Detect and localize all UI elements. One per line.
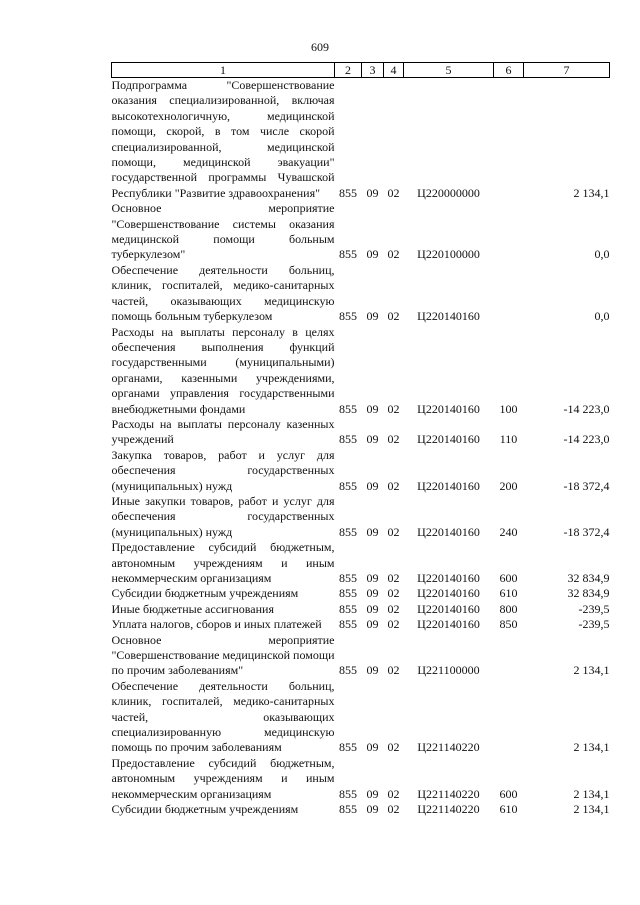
ministry-code: 855 <box>339 432 357 447</box>
target-article-code: Ц220140160 <box>417 601 480 616</box>
section-code: 09 <box>366 571 379 585</box>
expense-type-code <box>494 201 524 263</box>
ministry-code: 855 <box>339 617 357 632</box>
expense-type-code: 110 <box>499 432 518 447</box>
ministry-code: 855 <box>339 524 357 539</box>
ministry-code: 855 <box>339 740 357 755</box>
header-row <box>112 63 610 78</box>
expense-name: Субсидии бюджетным учреждениям <box>111 802 299 817</box>
target-article-code: Ц220140160 <box>417 617 480 632</box>
expense-type-code <box>494 679 524 756</box>
target-article-code: Ц220140160 <box>417 401 480 416</box>
amount: -239,5 <box>578 617 610 632</box>
subsection-code: 02 <box>387 185 400 200</box>
subsection-code: 02 <box>387 524 400 539</box>
amount: 0,0 <box>594 247 610 262</box>
table-row <box>112 325 610 417</box>
expense-name: Основное мероприятие "Совершенствование медицинской помощи по прочим заболеваниям" <box>111 632 335 678</box>
ministry-code: 855 <box>339 571 357 585</box>
expense-name: Иные бюджетные ассигнования <box>111 601 274 616</box>
target-article-code: Ц221140220 <box>417 786 480 801</box>
column-header-6: 6 <box>494 63 524 78</box>
section-code: 09 <box>366 740 379 755</box>
table-row <box>112 633 610 679</box>
section-code: 09 <box>366 802 379 817</box>
ministry-code: 855 <box>339 309 357 324</box>
amount: -14 223,0 <box>563 401 610 416</box>
section-code: 09 <box>366 586 379 601</box>
table-row <box>112 417 610 448</box>
table-row <box>112 586 610 601</box>
expense-name: Обеспечение деятельности больниц, клиник, госпиталей, медико-санитарных частей, оказывающих медицинскую помощь больным туберкулезом <box>111 262 335 324</box>
subsection-code: 02 <box>387 663 400 678</box>
ministry-code: 855 <box>339 663 357 678</box>
target-article-code: Ц220140160 <box>417 478 480 493</box>
target-article-code: Ц221140220 <box>417 740 480 755</box>
table-row <box>112 602 610 617</box>
expense-type-code: 600 <box>499 786 518 801</box>
ministry-code: 855 <box>339 786 357 801</box>
amount: 32 834,9 <box>567 571 610 585</box>
expense-type-code: 200 <box>499 478 518 493</box>
section-code: 09 <box>366 786 379 801</box>
table-row <box>112 201 610 263</box>
target-article-code: Ц221100000 <box>417 663 480 678</box>
target-article-code: Ц220000000 <box>417 185 480 200</box>
amount: 2 134,1 <box>573 802 610 817</box>
subsection-code: 02 <box>387 401 400 416</box>
ministry-code: 855 <box>339 601 357 616</box>
subsection-code: 02 <box>387 247 400 262</box>
column-header-2: 2 <box>335 63 362 78</box>
expense-type-code <box>494 633 524 679</box>
section-code: 09 <box>366 617 379 632</box>
amount: -239,5 <box>578 601 610 616</box>
amount: -18 372,4 <box>563 478 610 493</box>
amount: 32 834,9 <box>567 586 610 601</box>
ministry-code: 855 <box>339 478 357 493</box>
target-article-code: Ц220140160 <box>417 571 480 585</box>
amount: 0,0 <box>594 309 610 324</box>
subsection-code: 02 <box>387 617 400 632</box>
table-row <box>112 448 610 494</box>
expense-name: Субсидии бюджетным учреждениям <box>111 586 299 601</box>
section-code: 09 <box>366 663 379 678</box>
section-code: 09 <box>366 478 379 493</box>
expense-name: Расходы на выплаты персоналу казенных учреждений <box>111 416 335 447</box>
budget-table <box>111 62 610 818</box>
ministry-code: 855 <box>339 586 357 601</box>
expense-type-code <box>494 78 524 202</box>
subsection-code: 02 <box>387 740 400 755</box>
target-article-code: Ц220140160 <box>417 432 480 447</box>
amount: 2 134,1 <box>573 663 610 678</box>
subsection-code: 02 <box>387 478 400 493</box>
expense-name: Предоставление субсидий бюджетным, автономным учреждениям и иным некоммерческим организациям <box>111 755 335 801</box>
subsection-code: 02 <box>387 601 400 616</box>
section-code: 09 <box>366 401 379 416</box>
table-row <box>112 540 610 586</box>
section-code: 09 <box>366 185 379 200</box>
ministry-code: 855 <box>339 247 357 262</box>
page-number: 609 <box>311 40 329 54</box>
target-article-code: Ц220140160 <box>417 309 480 324</box>
column-header-5: 5 <box>404 63 494 78</box>
table-row <box>112 679 610 756</box>
table-row <box>112 802 610 817</box>
amount: 2 134,1 <box>573 786 610 801</box>
target-article-code: Ц220140160 <box>417 586 480 601</box>
expense-name: Расходы на выплаты персоналу в целях обеспечения выполнения функций государственными (муниципальными) органами, казенными учреждениями, органами управления государственными внебюджетными фондами <box>111 324 335 416</box>
expense-type-code: 610 <box>499 586 518 601</box>
expense-type-code: 800 <box>499 601 518 616</box>
subsection-code: 02 <box>387 571 400 585</box>
table-row <box>112 263 610 325</box>
expense-name: Обеспечение деятельности больниц, клиник, госпиталей, медико-санитарных частей, оказывающих специализированную медицинскую помощь по прочим заболеваниям <box>111 678 335 755</box>
ministry-code: 855 <box>339 185 357 200</box>
column-header-4: 4 <box>384 63 404 78</box>
subsection-code: 02 <box>387 309 400 324</box>
column-header-7: 7 <box>524 63 610 78</box>
target-article-code: Ц221140220 <box>417 802 480 817</box>
expense-name: Предоставление субсидий бюджетным, автономным учреждениям и иным некоммерческим организациям <box>111 540 335 585</box>
subsection-code: 02 <box>387 786 400 801</box>
section-code: 09 <box>366 601 379 616</box>
subsection-code: 02 <box>387 432 400 447</box>
amount: 2 134,1 <box>573 185 610 200</box>
subsection-code: 02 <box>387 802 400 817</box>
expense-type-code: 240 <box>499 524 518 539</box>
target-article-code: Ц220100000 <box>417 247 480 262</box>
column-header-3: 3 <box>362 63 384 78</box>
amount: -18 372,4 <box>563 524 610 539</box>
expense-name: Основное мероприятие "Совершенствование системы оказания медицинской помощи больным туберкулезом" <box>111 201 335 262</box>
expense-name: Иные закупки товаров, работ и услуг для обеспечения государственных (муниципальных) нужд <box>111 493 335 539</box>
table-row <box>112 756 610 802</box>
table-row <box>112 617 610 632</box>
section-code: 09 <box>366 524 379 539</box>
expense-type-code <box>494 263 524 325</box>
ministry-code: 855 <box>339 401 357 416</box>
expense-type-code: 100 <box>499 401 518 416</box>
target-article-code: Ц220140160 <box>417 524 480 539</box>
expense-type-code: 610 <box>499 802 518 817</box>
table-row <box>112 78 610 202</box>
section-code: 09 <box>366 247 379 262</box>
ministry-code: 855 <box>339 802 357 817</box>
expense-type-code: 600 <box>499 571 518 585</box>
expense-name: Закупка товаров, работ и услуг для обеспечения государственных (муниципальных) нужд <box>111 447 335 493</box>
section-code: 09 <box>366 432 379 447</box>
amount: -14 223,0 <box>563 432 610 447</box>
table-row <box>112 494 610 540</box>
expense-type-code: 850 <box>499 617 518 632</box>
expense-name: Уплата налогов, сборов и иных платежей <box>111 617 322 632</box>
subsection-code: 02 <box>387 586 400 601</box>
amount: 2 134,1 <box>573 740 610 755</box>
section-code: 09 <box>366 309 379 324</box>
column-header-1: 1 <box>112 63 335 78</box>
expense-name: Подпрограмма "Совершенствование оказания специализированной, включая высокотехнологичную, медицинской помощи, скорой, в том числе скорой специализированной, медицинской помощи, медицинской эвакуации" государственной программы Чувашской Республики "Развитие здравоохранения" <box>111 78 335 200</box>
